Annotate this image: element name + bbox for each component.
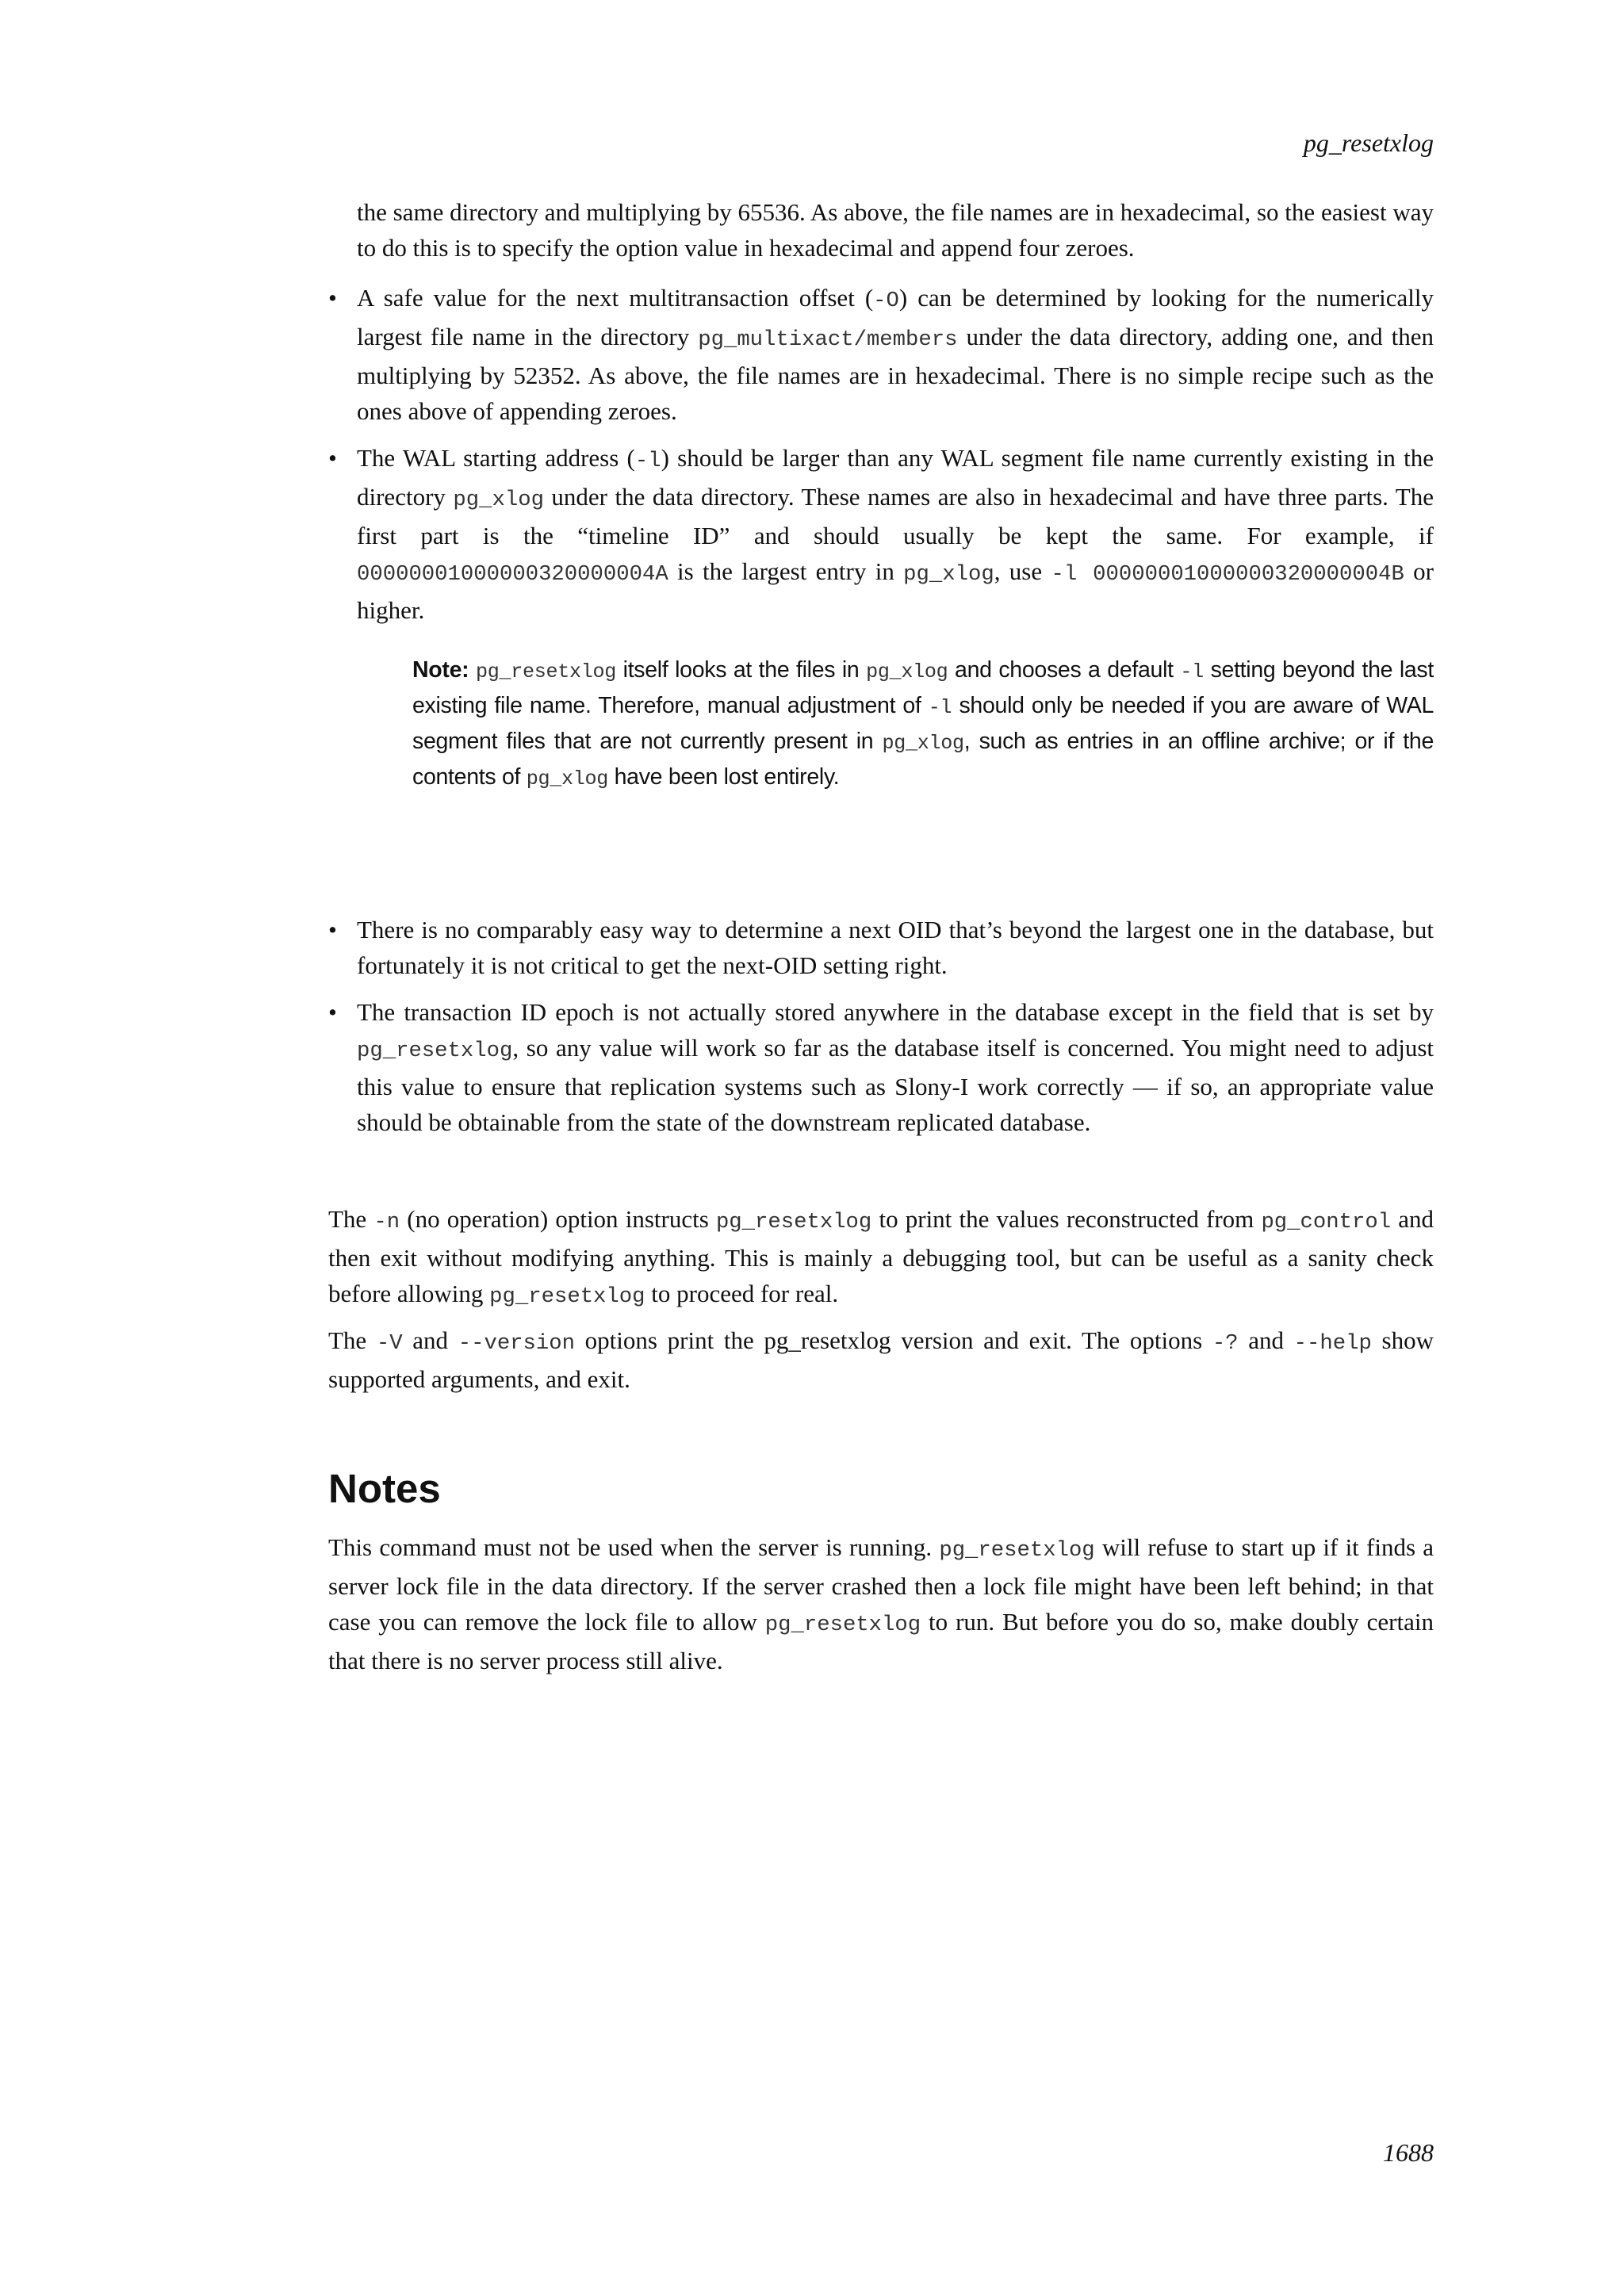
paragraph-no-operation: The -n (no operation) option instructs pg_resetxlog to print the values reconstructed from pg_control and then exit without modifying anything. This is mainly a debugging tool, but can be useful as a sanity check before allowing pg_resetxlog to proceed for real. xyxy=(328,1205,1434,1309)
note-box: Note: pg_resetxlog itself looks at the files in pg_xlog and chooses a default -l setting beyond the last existing file name. Therefore, manual adjustment of -l should only be needed if you are aware of WAL segment files that are not currently present in pg_xlog, such as entries in an offline archive; or if the contents of pg_xlog have been lost entirely. xyxy=(412,657,1434,790)
list-item-wal-address: • The WAL starting address (-l) should be larger than any WAL segment file name currently existing in the directory pg_xlog under the data directory. These names are also in hexadecimal and have three parts. The first part is the “timeline ID” and should usually be kept the same. For example, if 00000001000000320000004A is the largest entry in pg_xlog, use -l 00000001000000320000004B or higher. xyxy=(328,440,1434,628)
note-label: Note: xyxy=(412,657,469,683)
program-code: pg_resetxlog xyxy=(357,1039,513,1063)
bullet-icon: • xyxy=(328,284,337,312)
notes-paragraph: This command must not be used when the server is running. pg_resetxlog will refuse to start up if it finds a server lock file in the data directory. If the server crashed then a lock file might have been left behind; in that case you can remove the lock file to allow pg_resetxlog to run. But before you do so, make doubly certain that there is no server process still alive. xyxy=(328,1533,1434,1674)
wal-name-code: 00000001000000320000004A xyxy=(357,562,668,587)
list-item-next-oid: • There is no comparably easy way to determine a next OID that’s beyond the largest one in the database, but fortunately it is not critical to get the next-OID setting right. xyxy=(328,912,1434,983)
bullet-list-options xyxy=(328,280,1434,639)
continued-paragraph: the same directory and multiplying by 65536. As above, the file names are in hexadecimal, so the easiest way to do this is to specify the option value in hexadecimal and append four zeroes. xyxy=(357,198,1434,262)
running-header: pg_resetxlog xyxy=(1303,128,1434,157)
bullet-icon: • xyxy=(328,916,337,943)
bullet-icon: • xyxy=(328,444,337,472)
bullet-icon: • xyxy=(328,998,337,1026)
command-code: -l 00000001000000320000004B xyxy=(1051,562,1404,587)
list-item-xid-epoch: • The transaction ID epoch is not actually stored anywhere in the database except in the field that is set by pg_resetxlog, so any value will work so far as the database itself is concerned. You might need to adjust this value to ensure that replication systems such as Slony-I work correctly — if so, an appropriate value should be obtainable from the state of the downstream replicated database. xyxy=(328,994,1434,1140)
option-code: -O xyxy=(873,289,899,313)
notes-heading: Notes xyxy=(328,1466,441,1511)
path-code: pg_multixact/members xyxy=(698,327,958,352)
option-code: -l xyxy=(634,449,661,473)
list-item-multixact-offset: • A safe value for the next multitransaction offset (-O) can be determined by looking for the numerically largest file name in the directory pg_multixact/members under the data directory, adding one, and then multiplying by 52352. As above, the file names are in hexadecimal. There is no simple recipe such as the ones above of appending zeroes. xyxy=(328,280,1434,429)
paragraph-version: The -V and --version options print the pg_resetxlog version and exit. The options -? and --help show supported arguments, and exit. xyxy=(328,1326,1434,1393)
path-code: pg_xlog xyxy=(453,488,544,512)
page-number: 1688 xyxy=(1383,2138,1434,2167)
path-code: pg_xlog xyxy=(903,562,994,587)
bullet-list-more xyxy=(328,912,1434,1151)
